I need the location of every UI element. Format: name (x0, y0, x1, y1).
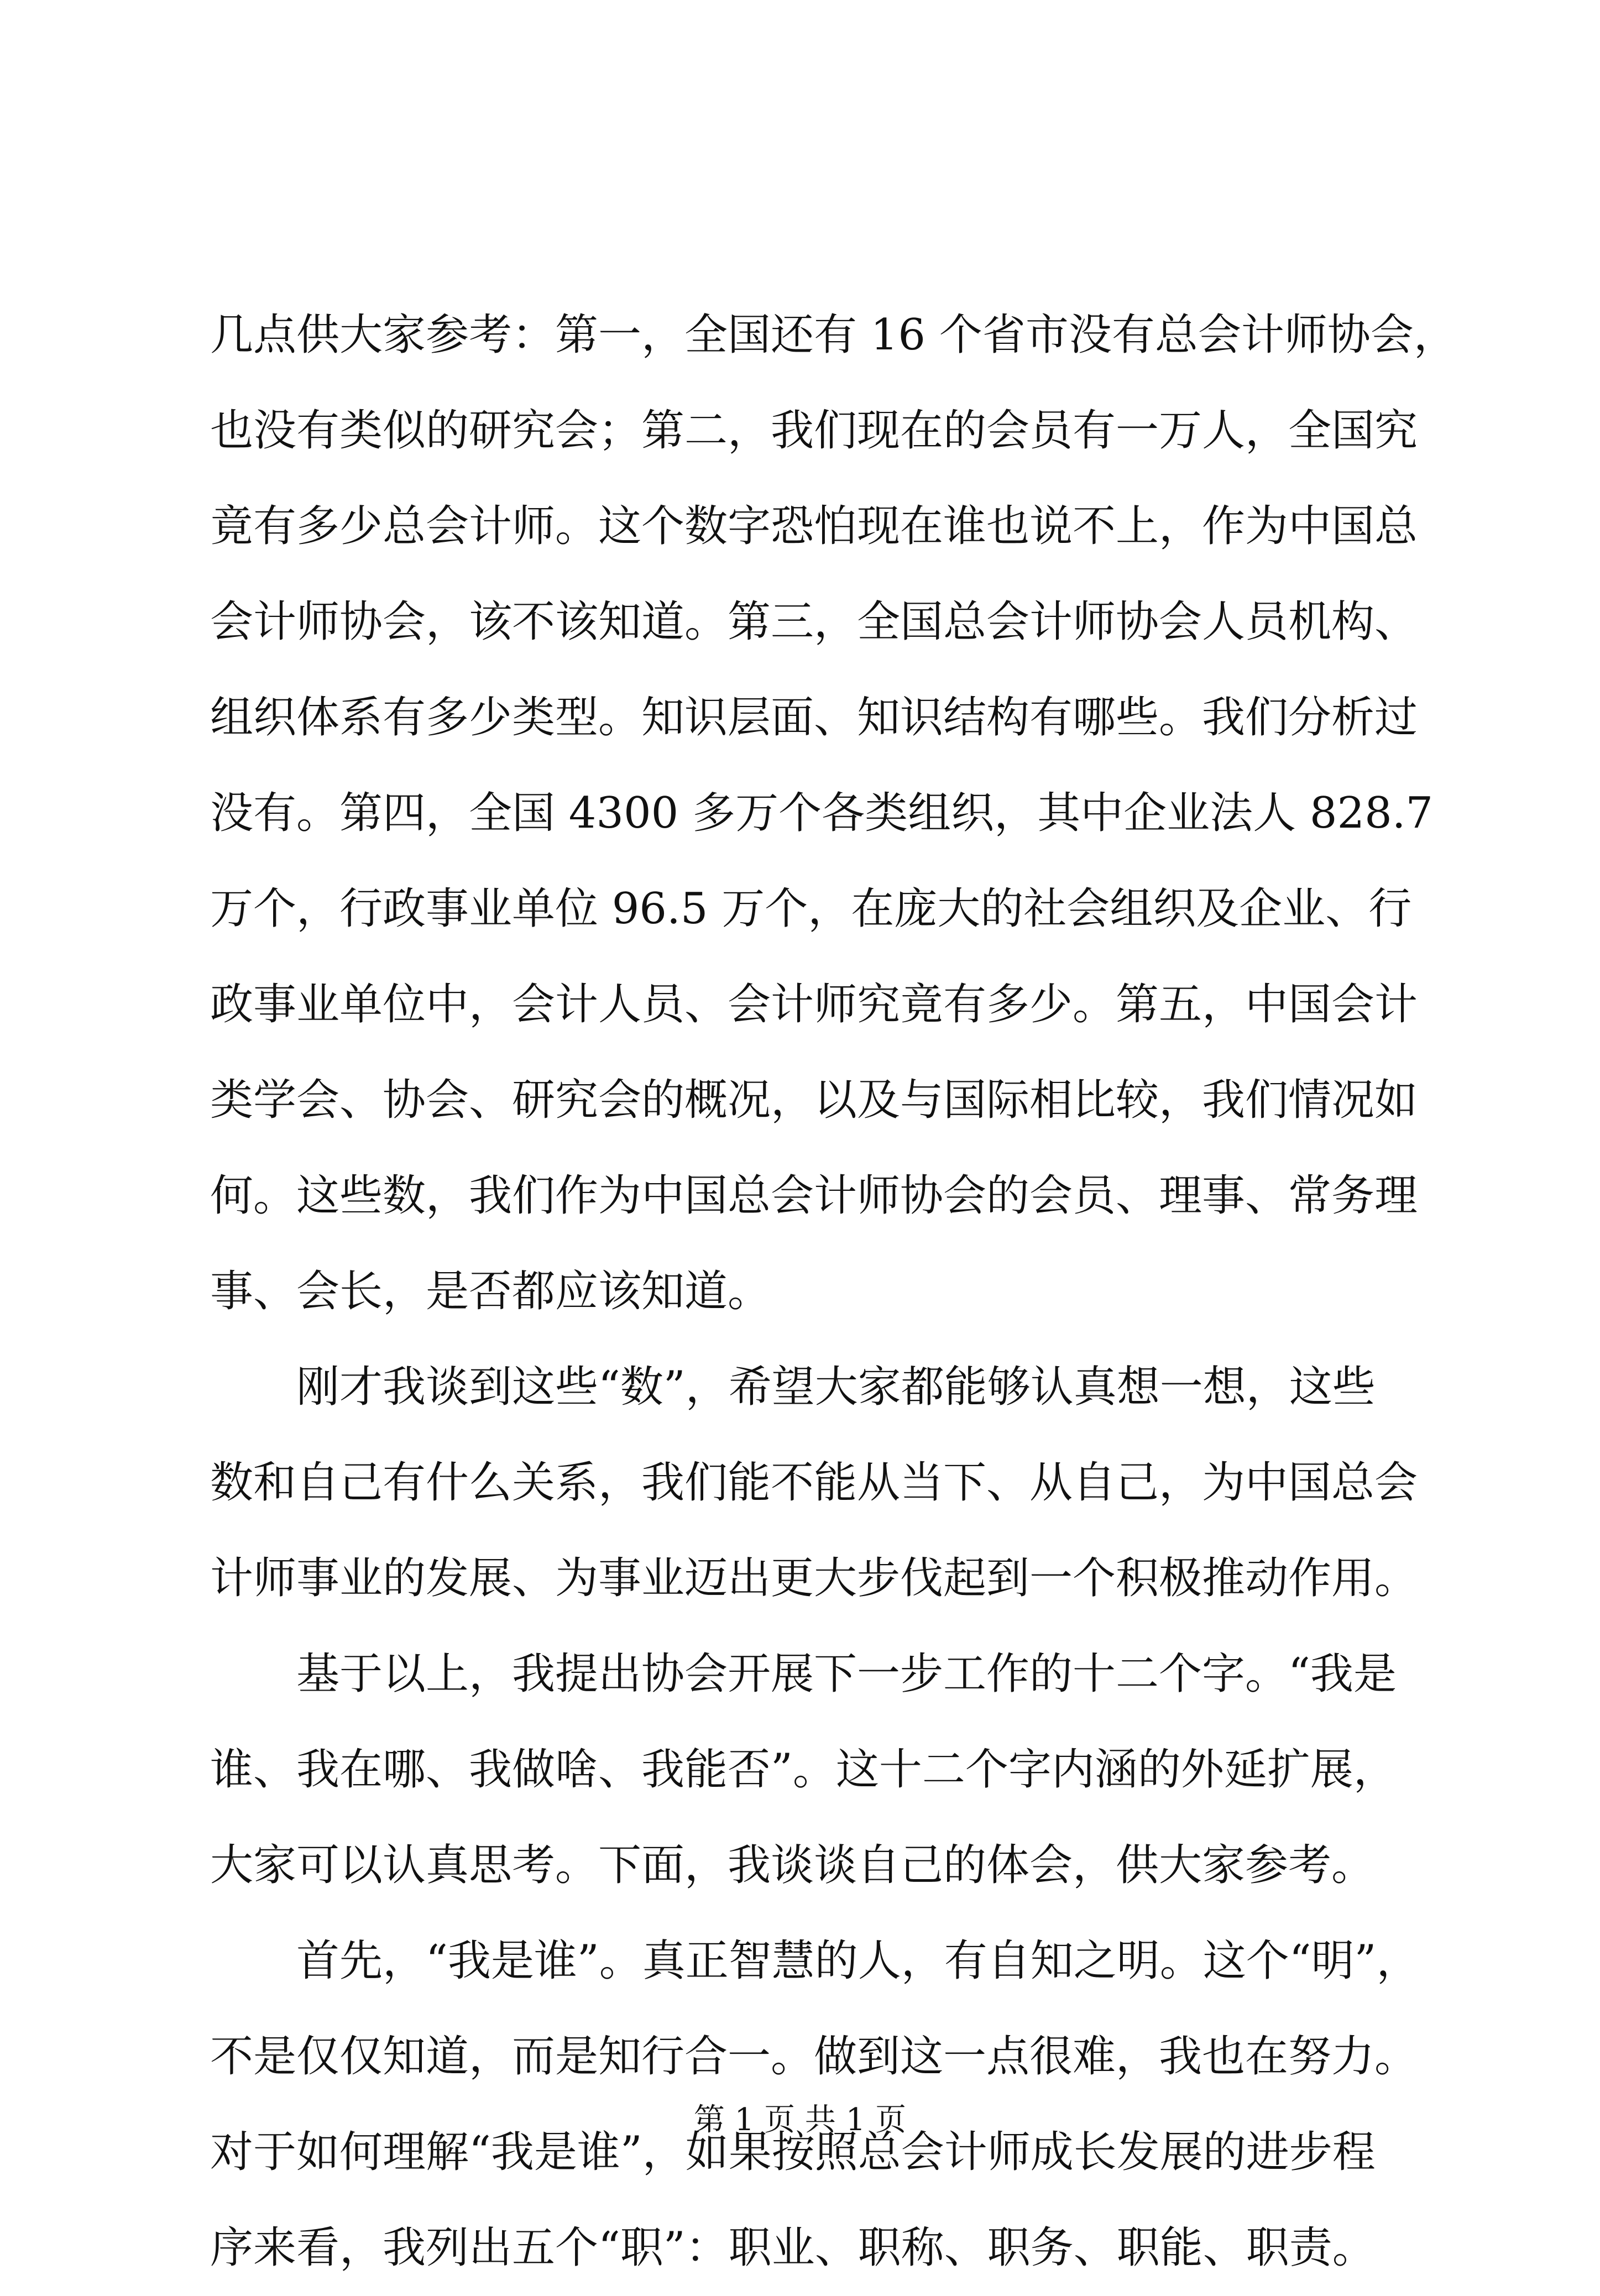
text-line: 对于如何理解“我是谁”，如果按照总会计师成长发展的进步程 (210, 2127, 1376, 2177)
text-line: 谁、我在哪、我做啥、我能否”。这十二个字内涵的外延扩展， (210, 1745, 1397, 1795)
text-line: 何。这些数，我们作为中国总会计师协会的会员、理事、常务理 (210, 1171, 1418, 1221)
text-line: 事、会长，是否都应该知道。 (210, 1267, 771, 1316)
text-line: 万个，行政事业单位 96.5 万个，在庞大的社会组织及企业、行 (210, 884, 1412, 934)
text-line: 组织体系有多少类型。知识层面、知识结构有哪些。我们分析过 (210, 693, 1418, 742)
text-line: 政事业单位中，会计人员、会计师究竟有多少。第五，中国会计 (210, 980, 1418, 1029)
text-line: 基于以上，我提出协会开展下一步工作的十二个字。“我是 (296, 1649, 1397, 1699)
page-footer: 第 1 页 共 1 页 (693, 2102, 907, 2138)
text-line: 会计师协会，该不该知道。第三，全国总会计师协会人员机构、 (210, 597, 1418, 647)
text-line: 刚才我谈到这些“数”，希望大家都能够认真想一想，这些 (296, 1362, 1376, 1412)
document-body (210, 287, 1457, 2296)
text-line: 计师事业的发展、为事业迈出更大步伐起到一个积极推动作用。 (210, 1554, 1418, 1603)
text-line: 类学会、协会、研究会的概况，以及与国际相比较，我们情况如 (210, 1075, 1418, 1125)
text-line: 竟有多少总会计师。这个数字恐怕现在谁也说不上，作为中国总 (210, 501, 1418, 551)
text-line: 序来看，我列出五个“职”：职业、职称、职务、职能、职责。 (210, 2223, 1376, 2273)
text-line: 几点供大家参考：第一，全国还有 16 个省市没有总会计师协会， (210, 310, 1457, 360)
text-line: 大家可以认真思考。下面，我谈谈自己的体会，供大家参考。 (210, 1840, 1375, 1890)
text-line: 也没有类似的研究会；第二，我们现在的会员有一万人，全国究 (210, 406, 1418, 456)
text-line: 没有。第四，全国 4300 多万个各类组织，其中企业法人 828.7 (210, 788, 1434, 838)
text-line: 首先，“我是谁”。真正智慧的人，有自知之明。这个“明”， (296, 1936, 1420, 1986)
text-line: 数和自己有什么关系，我们能不能从当下、从自己，为中国总会 (210, 1458, 1418, 1508)
text-line: 不是仅仅知道，而是知行合一。做到这一点很难，我也在努力。 (210, 2032, 1418, 2081)
